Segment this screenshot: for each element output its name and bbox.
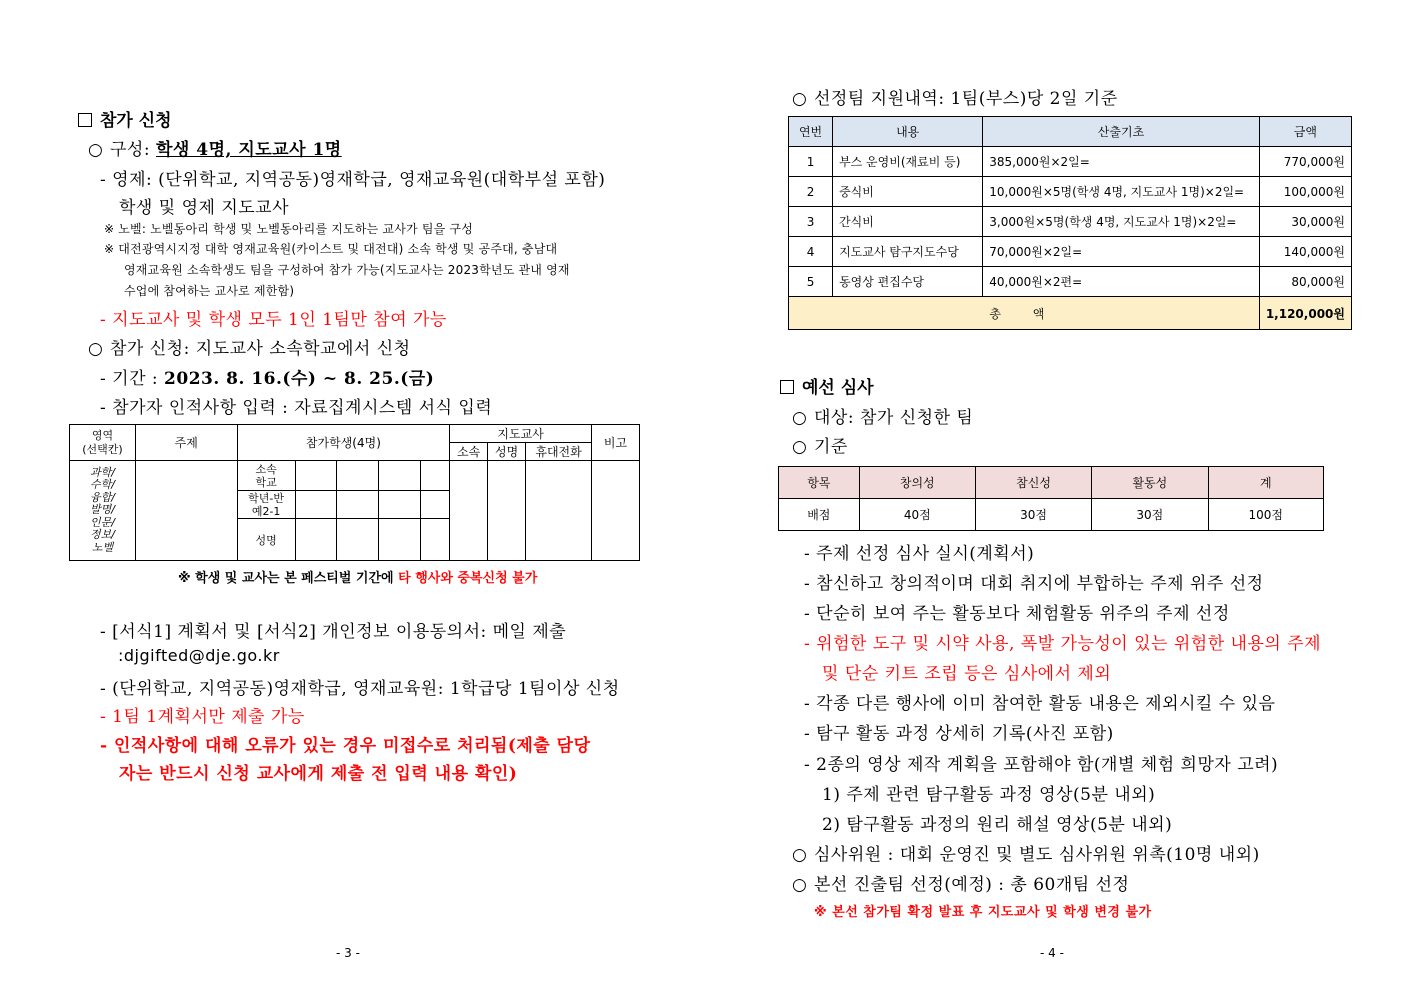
header-teacher-name: 성명	[488, 443, 526, 461]
submit-line: - [서식1] 계획서 및 [서식2] 개인정보 이용동의서: 메일 제출	[100, 622, 567, 642]
error-line-2: 자는 반드시 신청 교사에게 제출 전 입력 내용 확인)	[119, 764, 518, 784]
page-number-left: - 3 -	[336, 946, 360, 960]
one-plan-line: - 1팀 1계획서만 제출 가능	[100, 707, 305, 727]
duplicate-warning: ※ 학생 및 교사는 본 페스티벌 기간에 타 행사와 중복신청 불가	[178, 571, 538, 586]
note-daejeon-2: 영재교육원 소속학생도 팀을 구성하여 참가 가능(지도교사는 2023학년도 관내 영재	[124, 263, 570, 277]
video-item-2: 2) 탐구활동 과정의 원리 해설 영상(5분 내외)	[822, 815, 1173, 835]
budget-header-amount: 금액	[1259, 117, 1351, 147]
bullet-circle-icon: ○	[792, 408, 808, 428]
area-options: 과학/ 수학/ 융합/ 발명/ 인문/ 정보/ 노벨	[70, 461, 136, 561]
table-row: 2 중식비 10,000원×5명(학생 4명, 지도교사 1명)×2일= 100,000원	[789, 177, 1352, 207]
note-daejeon-3: 수업에 참여하는 교사로 제한함)	[124, 284, 295, 298]
criteria-bullet-1: - 주제 선정 심사 실시(계획서)	[804, 544, 1035, 564]
support-title: ○ 선정팀 지원내역: 1팀(부스)당 2일 기준	[792, 89, 1118, 109]
note-daejeon-1: ※ 대전광역시지정 대학 영재교육원(카이스트 및 대전대) 소속 학생 및 공주대, 충남대	[104, 242, 558, 256]
per-class-line: - (단위학교, 지역공동)영재학급, 영재교육원: 1학급당 1팀이상 신청	[100, 679, 620, 699]
period-value: 2023. 8. 16.(수) ~ 8. 25.(금)	[164, 369, 435, 389]
input-line: - 참가자 인적사항 입력 : 자료집계시스템 서식 입력	[100, 398, 493, 418]
checkbox-square-icon	[780, 380, 794, 394]
period-line: - 기간 : 2023. 8. 16.(수) ~ 8. 25.(금)	[100, 369, 435, 389]
final-change-warning: ※ 본선 참가팀 확정 발표 후 지도교사 및 학생 변경 불가	[814, 905, 1152, 920]
budget-total-label: 총 액	[789, 297, 1260, 330]
composition-line: ○ 구성: 학생 4명, 지도교사 1명	[88, 140, 342, 160]
row-class-label: 학년-반 예2-1	[237, 491, 295, 519]
judges-line: ○ 심사위원 : 대회 운영진 및 별도 심사위원 위촉(10명 내외)	[792, 845, 1260, 865]
target-line: ○ 대상: 참가 신청한 팀	[792, 408, 974, 428]
bullet-circle-icon: ○	[792, 437, 808, 457]
eligibility-line-2: 학생 및 영제 지도교사	[119, 198, 290, 218]
table-row: 5 동영상 편집수당 40,000원×2편= 80,000원	[789, 267, 1352, 297]
criteria-bullet-4b: 및 단순 키트 조립 등은 심사에서 제외	[822, 664, 1112, 684]
finals-line: ○ 본선 진출팀 선정(예정) : 총 60개팀 선정	[792, 875, 1130, 895]
bullet-circle-icon: ○	[88, 140, 104, 160]
email-address: :djgifted@dje.go.kr	[118, 646, 280, 665]
header-note: 비고	[592, 425, 640, 461]
composition-value: 학생 4명, 지도교사 1명	[155, 140, 342, 160]
row-name-label: 성명	[237, 519, 295, 561]
criteria-bullet-7: - 2종의 영상 제작 계획을 포함해야 함(개별 체험 희망자 고려)	[804, 755, 1279, 775]
checkbox-square-icon	[78, 113, 92, 127]
header-area: 영역 (선택칸)	[70, 425, 136, 461]
budget-header-calc: 산출기초	[983, 117, 1259, 147]
header-teacher-school: 소속	[450, 443, 488, 461]
section-title-apply: 참가 신청	[78, 106, 172, 131]
budget-table	[788, 116, 1352, 330]
error-line-1: - 인적사항에 대해 오류가 있는 경우 미접수로 처리됨(제출 담당	[100, 736, 591, 756]
criteria-bullet-2: - 참신하고 창의적이며 대회 취지에 부합하는 주제 위주 선정	[804, 574, 1264, 594]
bullet-circle-icon: ○	[792, 845, 808, 865]
row-school-label: 소속 학교	[237, 461, 295, 491]
video-item-1: 1) 주제 관련 탐구활동 과정 영상(5분 내외)	[822, 785, 1156, 805]
header-students: 참가학생(4명)	[237, 425, 450, 461]
apply-line: ○ 참가 신청: 지도교사 소속학교에서 신청	[88, 339, 411, 359]
criteria-line: ○ 기준	[792, 437, 848, 457]
budget-total-row	[789, 297, 1352, 330]
bullet-circle-icon: ○	[792, 89, 808, 109]
criteria-bullet-3: - 단순히 보여 주는 활동보다 체험활동 위주의 주제 선정	[804, 604, 1230, 624]
header-teacher-phone: 휴대전화	[526, 443, 592, 461]
header-teacher: 지도교사	[450, 425, 592, 443]
one-team-rule: - 지도교사 및 학생 모두 1인 1팀만 참여 가능	[100, 310, 447, 330]
topic-cell	[135, 461, 237, 561]
budget-header-no: 연번	[789, 117, 833, 147]
eligibility-line-1: - 영제: (단위학교, 지역공동)영재학급, 영재교육원(대학부설 포함)	[100, 170, 606, 190]
criteria-bullet-6: - 탐구 활동 과정 상세히 기록(사진 포함)	[804, 724, 1114, 744]
budget-total-value: 1,120,000원	[1259, 297, 1351, 330]
table-row: 4 지도교사 탐구지도수당 70,000원×2일= 140,000원	[789, 237, 1352, 267]
criteria-bullet-5: - 각종 다른 행사에 이미 참여한 활동 내용은 제외시킬 수 있음	[804, 694, 1276, 714]
table-row: 3 간식비 3,000원×5명(학생 4명, 지도교사 1명)×2일= 30,000원	[789, 207, 1352, 237]
page-number-right: - 4 -	[1040, 946, 1064, 960]
budget-header-item: 내용	[833, 117, 983, 147]
section-title-prelim: 예선 심사	[780, 373, 874, 398]
participant-form-table	[69, 424, 640, 561]
score-table: 항목 창의성 참신성 활동성 계 배점 40점 30점 30점 100점	[778, 466, 1324, 531]
table-row: 1 부스 운영비(재료비 등) 385,000원×2일= 770,000원	[789, 147, 1352, 177]
note-nobel: ※ 노벨: 노벨동아리 학생 및 노벨동아리를 지도하는 교사가 팀을 구성	[104, 222, 474, 236]
criteria-bullet-4a: - 위험한 도구 및 시약 사용, 폭발 가능성이 있는 위험한 내용의 주제	[804, 634, 1322, 654]
bullet-circle-icon: ○	[88, 339, 104, 359]
header-topic: 주제	[135, 425, 237, 461]
bullet-circle-icon: ○	[792, 875, 808, 895]
